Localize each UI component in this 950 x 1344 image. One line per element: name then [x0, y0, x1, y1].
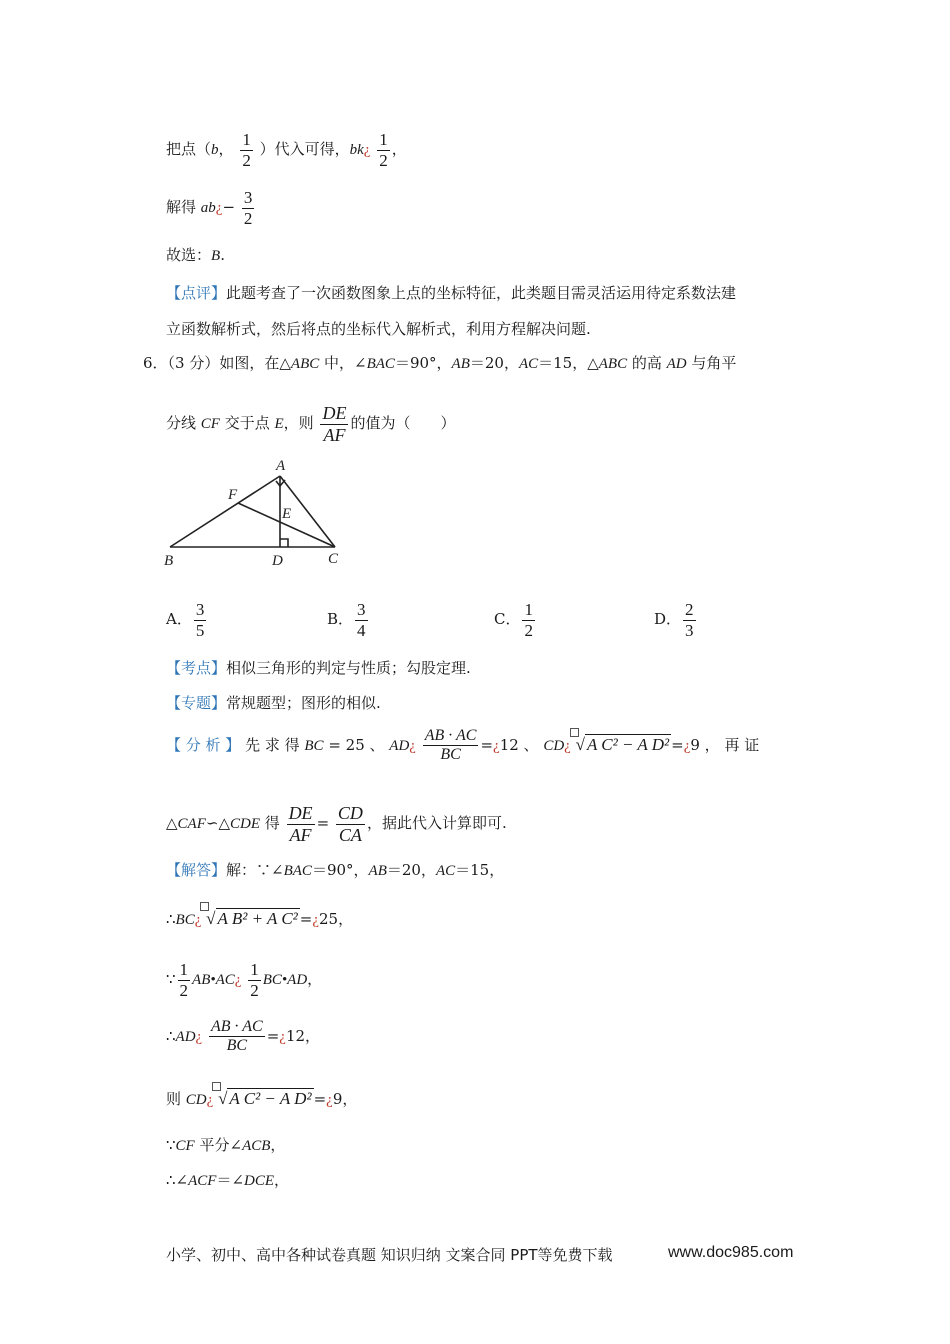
sqrt-expression: √ A B² + A C²: [206, 910, 300, 928]
option-a[interactable]: A． $\frac{3}{5}$: [166, 600, 205, 640]
right-angle-d: [280, 539, 288, 547]
solution-step-bc: ∴BC¿ √ A B² + A C² =¿25，: [166, 910, 353, 928]
option-b[interactable]: B． $\frac{3}{4}$: [327, 600, 366, 640]
label-f: F: [228, 487, 238, 503]
option-d[interactable]: D． $\frac{2}{3}$: [654, 600, 694, 640]
label-d: D: [272, 553, 283, 569]
solution-step-area: ∵ $\frac{1}{2}$ AB•AC¿ $\frac{1}{2}$ BC•AD，: [166, 960, 323, 1000]
triangle-figure: [160, 455, 360, 575]
option-c[interactable]: C． $\frac{1}{2}$: [494, 600, 533, 640]
label-b: B: [164, 553, 174, 569]
footer-url[interactable]: www.doc985.com: [668, 1244, 794, 1261]
label-e: E: [282, 506, 292, 522]
solution-header: 【解答】解：∵∠BAC＝90°，AB＝20，AC＝15，: [166, 861, 505, 879]
line-answer-choice: 故选：B.: [166, 246, 225, 264]
line-substitute-point: 把点（b， $\frac{1}{2}$ ）代入可得，bk¿ $\frac{1}{2}$ ，: [166, 130, 407, 170]
sqrt-expression: √ A C² − A D²: [576, 736, 671, 754]
question-6-stem: 6．（3 分）如图，在△ABC 中，∠BAC＝90°，AB＝20，AC＝15，△ABC 的高 AD 与角平: [143, 354, 737, 372]
analysis-line-cont: △CAF∽△CDE 得 $\frac{DE}{AF}$ = $\frac{CD}{CA}$ ，据此代入计算即可.: [166, 803, 507, 845]
solution-step-ad: ∴AD¿ $\frac{AB \cdot AC}{BC}$ =¿12，: [166, 1018, 321, 1055]
solution-step-angles: ∴∠ACF＝∠DCE，: [166, 1171, 290, 1189]
solution-step-bisect: ∵CF 平分∠ACB，: [166, 1136, 286, 1154]
comment-line: 【点评】此题考查了一次函数图象上点的坐标特征，此类题目需灵活运用待定系数法建: [166, 284, 737, 302]
analysis-line: 【 分 析 】 先 求 得 BC = 25 、 AD¿ $\frac{AB \cdot AC}{BC}$ =¿12 、 CD¿ √ A C² − A D² =¿9 ， 再 证: [166, 727, 760, 764]
knowledge-point: 【考点】相似三角形的判定与性质；勾股定理.: [166, 659, 471, 677]
question-6-stem-cont: 分线 CF 交于点 E，则 $\frac{DE}{AF}$ 的值为（ ）: [166, 403, 456, 445]
sqrt-expression: √ A C² − A D²: [218, 1090, 313, 1108]
label-a: A: [276, 458, 286, 474]
solution-step-cd: 则 CD¿ √ A C² − A D² =¿9，: [166, 1090, 357, 1108]
topic: 【专题】常规题型；图形的相似.: [166, 694, 381, 712]
label-c: C: [328, 551, 339, 567]
line-solve-ab: 解得 ab¿− $\frac{3}{2}$: [166, 188, 253, 228]
segment-ab: [170, 476, 280, 547]
comment-line-cont: 立函数解析式，然后将点的坐标代入解析式，利用方程解决问题.: [166, 320, 591, 338]
footer-text: 小学、初中、高中各种试卷真题 知识归纳 文案合同 PPT等免费下载: [166, 1246, 613, 1264]
